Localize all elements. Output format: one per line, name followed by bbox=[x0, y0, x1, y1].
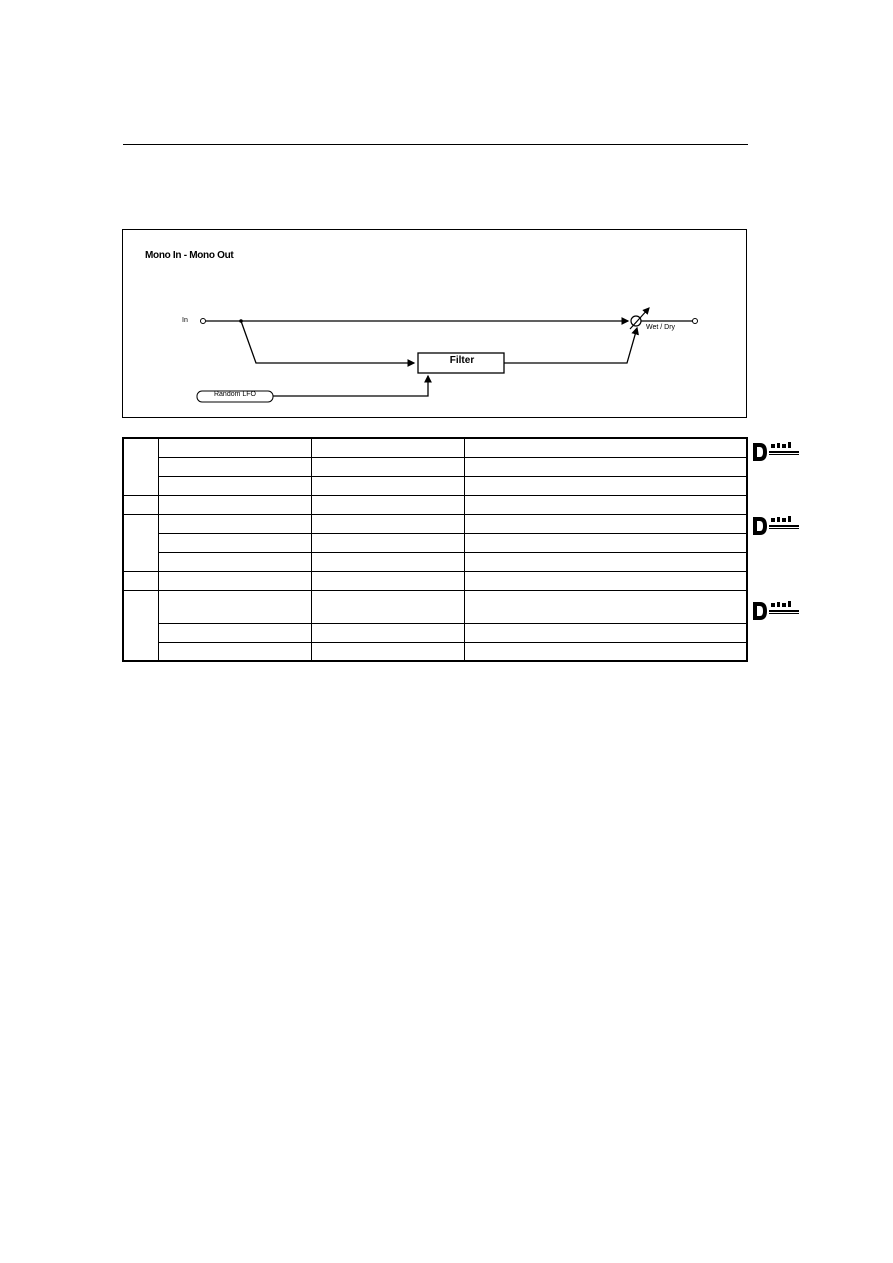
table-cell bbox=[159, 495, 312, 514]
wet-dry-mixer bbox=[631, 316, 641, 326]
input-label: In bbox=[182, 317, 188, 324]
table-cell bbox=[312, 514, 465, 533]
table-row bbox=[123, 438, 747, 457]
table-cell bbox=[465, 514, 748, 533]
table-cell bbox=[159, 590, 312, 623]
table-cell bbox=[159, 514, 312, 533]
table-row bbox=[123, 552, 747, 571]
table-cell bbox=[312, 552, 465, 571]
table-cell bbox=[312, 642, 465, 661]
signal-flow-diagram bbox=[122, 229, 747, 418]
table-cell bbox=[465, 476, 748, 495]
table-cell bbox=[312, 590, 465, 623]
d-mod-icon bbox=[751, 441, 801, 463]
table-row bbox=[123, 642, 747, 661]
section-cell bbox=[123, 514, 159, 571]
table-row bbox=[123, 590, 747, 623]
section-cell bbox=[123, 571, 159, 590]
table-cell bbox=[312, 623, 465, 642]
table-cell bbox=[159, 476, 312, 495]
table-row bbox=[123, 514, 747, 533]
table-cell bbox=[465, 590, 748, 623]
table-cell bbox=[159, 623, 312, 642]
table-row bbox=[123, 623, 747, 642]
table-cell bbox=[465, 457, 748, 476]
table-cell bbox=[465, 533, 748, 552]
table-row bbox=[123, 457, 747, 476]
input-node bbox=[201, 319, 206, 324]
diagram-title: Mono In - Mono Out bbox=[145, 250, 234, 261]
table-cell bbox=[465, 642, 748, 661]
table-cell bbox=[312, 476, 465, 495]
table-cell bbox=[159, 642, 312, 661]
table-row bbox=[123, 533, 747, 552]
table-cell bbox=[159, 571, 312, 590]
table-row bbox=[123, 571, 747, 590]
table-row bbox=[123, 476, 747, 495]
table-cell bbox=[159, 552, 312, 571]
table-cell bbox=[312, 438, 465, 457]
table-cell bbox=[465, 623, 748, 642]
table-cell bbox=[159, 457, 312, 476]
wet-dry-label: Wet / Dry bbox=[646, 324, 676, 331]
table-cell bbox=[312, 533, 465, 552]
table-cell bbox=[465, 571, 748, 590]
table-cell bbox=[465, 438, 748, 457]
output-node bbox=[693, 319, 698, 324]
d-mod-icon bbox=[751, 515, 801, 537]
filter-label: Filter bbox=[449, 355, 475, 366]
parameter-table bbox=[122, 437, 748, 662]
section-cell bbox=[123, 438, 159, 495]
table-cell bbox=[312, 457, 465, 476]
d-mod-icon bbox=[751, 600, 801, 622]
table-cell bbox=[465, 495, 748, 514]
table-cell bbox=[312, 571, 465, 590]
table-cell bbox=[159, 533, 312, 552]
section-cell bbox=[123, 590, 159, 661]
table-cell bbox=[465, 552, 748, 571]
table-row bbox=[123, 495, 747, 514]
table-cell bbox=[312, 495, 465, 514]
lfo-label: Random LFO bbox=[213, 391, 257, 398]
top-rule bbox=[123, 144, 748, 145]
table-cell bbox=[159, 438, 312, 457]
section-cell bbox=[123, 495, 159, 514]
